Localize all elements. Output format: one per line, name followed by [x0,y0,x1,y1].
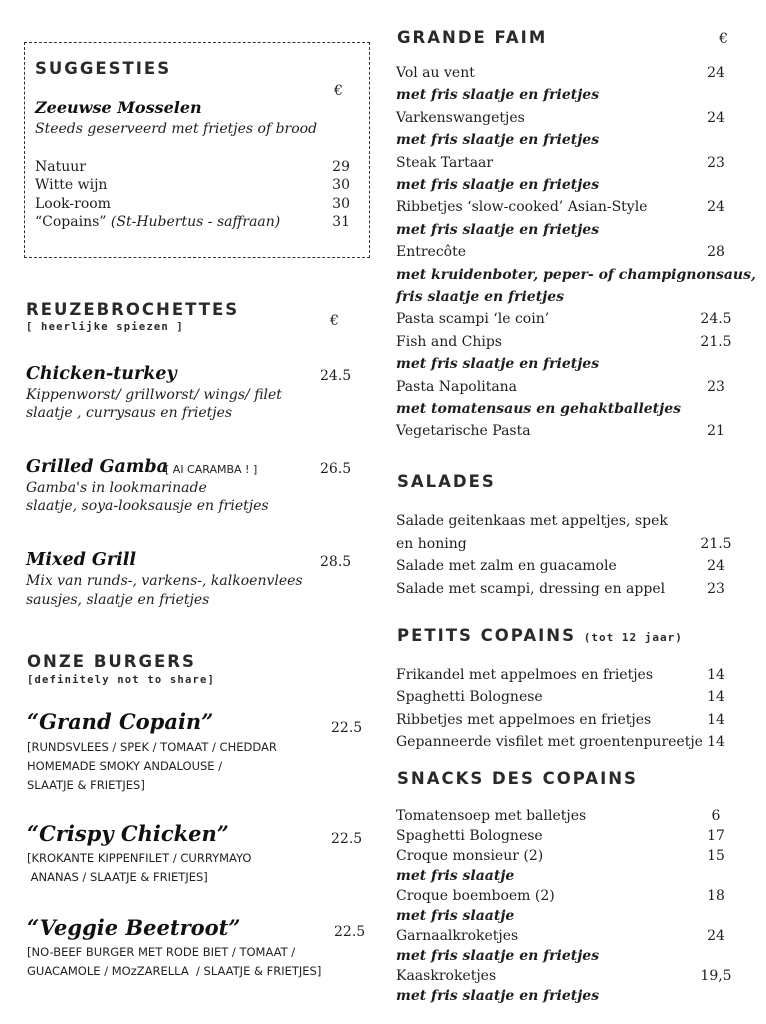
currency-symbol: € [330,313,339,329]
petits-copains-title-text: PETITS COPAINS [397,626,576,645]
menu-item-note [396,265,756,285]
menu-item-label: met fris slaatje en frietjes [396,356,600,373]
burger-name: “Crispy Chicken” [27,821,229,846]
menu-item-label: Pasta scampi ‘le coin’ [396,311,550,328]
menu-item-label: Spaghetti Bolognese [396,689,543,706]
menu-item-price: 6 [711,808,721,824]
menu-item-note [396,130,746,150]
menu-item-price: 23 [707,580,725,597]
menu-item-label: Ribbetjes ‘slow-cooked’ Asian-Style [396,199,648,216]
menu-item-label: Pasta Napolitana [396,378,518,395]
menu-item-label: met fris slaatje en frietjes [396,221,600,238]
menu-item [396,534,746,554]
burger-description: SLAATJE & FRIETJES] [27,778,145,792]
menu-item-label [35,213,280,231]
burger-description: GUACAMOLE / MOzZARELLA / SLAATJE & FRIETJES] [27,964,322,978]
menu-item-label: met fris slaatje [396,868,515,884]
menu-item-price: 14 [707,711,725,728]
menu-item-note: (St-Hubertus - saffraan) [110,214,281,230]
menu-item-note [396,354,746,374]
menu-item-label: Ribbetjes met appelmoes en frietjes [396,711,652,728]
menu-item-price: 21.5 [700,535,732,552]
menu-item-label: met fris slaatje en frietjes [396,87,600,104]
burger-description: [RUNDSVLEES / SPEK / TOMAAT / CHEDDAR [27,740,277,754]
menu-item-note [396,399,746,419]
menu-item [396,926,746,946]
menu-item-label: met fris slaatje en frietjes [396,132,600,149]
menu-item-label: Varkenswangetjes [396,109,525,126]
dish-description: Steeds geserveerd met frietjes of brood [35,121,318,137]
menu-item-label: met fris slaatje en frietjes [396,177,600,193]
menu-item-note [396,220,746,240]
menu-item [396,710,746,730]
dish-description: Gamba's in lookmarinade [26,480,207,496]
dish-price: 24.5 [320,368,352,384]
menu-item-label: met fris slaatje [396,908,515,924]
petits-copains-title [397,626,683,645]
menu-item-price: 24 [707,109,725,126]
menu-item-price: 17 [707,828,725,844]
menu-item-label: Salade met zalm en guacamole [396,558,617,575]
menu-item [396,63,746,83]
burger-description: [NO-BEEF BURGER MET RODE BIET / TOMAAT / [27,945,296,959]
menu-item [396,826,746,846]
menu-item [396,421,746,441]
burger-name: “Grand Copain” [27,709,214,734]
burger-price: 22.5 [331,720,363,736]
menu-item-label: Gepanneerde visfilet met groentenpureetje [396,734,703,751]
menu-item [396,846,746,866]
menu-item-label: Vol au vent [396,65,475,81]
dish-description: slaatje, soya-looksausje en frietjes [26,498,269,514]
menu-item-price: 24 [707,928,725,944]
menu-item [396,511,746,531]
dish-description: Kippenworst/ grillworst/ wings/ filet [26,387,282,403]
currency-symbol: € [719,31,728,47]
dish-price: 28.5 [320,554,352,570]
dish-tag: [ AI CARAMBA ! ] [165,463,258,476]
menu-item-note [396,946,746,966]
menu-item-label: Kaaskroketjes [396,968,497,984]
menu-item-price: 18 [707,888,725,904]
menu-item [396,966,746,986]
menu-item [396,242,746,262]
dish-description: slaatje , currysaus en frietjes [26,405,233,421]
menu-item-label: fris slaatje en frietjes [396,289,565,305]
menu-item-price: 24 [707,558,725,575]
menu-item-label: Witte wijn [35,177,108,193]
menu-item-label: Spaghetti Bolognese [396,828,543,844]
menu-item-label: met kruidenboter, peper- of champignonsaus, [396,266,756,283]
menu-item-price: 24 [707,199,725,216]
grande-faim-title: GRANDE FAIM [397,28,548,47]
menu-item-note [396,906,746,926]
menu-item-label: en honing [396,535,467,552]
menu-item-note [396,85,746,105]
menu-item-label: Croque boemboem (2) [396,888,555,904]
menu-item [396,665,746,685]
menu-item [396,556,746,576]
burger-price: 22.5 [334,924,366,940]
menu-item-price: 21.5 [700,333,732,350]
menu-item [396,732,746,752]
menu-item-price: 14 [707,734,725,751]
burger-description: [KROKANTE KIPPENFILET / CURRYMAYO [27,851,252,865]
menu-item-price: 15 [707,848,725,864]
dish-description: sausjes, slaatje en frietjes [26,592,210,608]
menu-item [396,197,746,217]
menu-item-label-main: “Copains” [35,214,107,230]
menu-item-note [396,866,746,886]
dish-name: Mixed Grill [26,550,137,570]
currency-symbol: € [334,83,343,99]
burgers-title: ONZE BURGERS [27,652,196,671]
dish-price: 26.5 [320,461,352,477]
burger-price: 22.5 [331,831,363,847]
menu-item-price: 14 [707,667,725,683]
salades-title: SALADES [397,472,496,491]
menu-item-label: Natuur [35,159,86,175]
menu-item-price: 23 [707,378,725,395]
menu-item [396,108,746,128]
brochettes-subtitle: [ heerlijke spiezen ] [26,321,184,333]
menu-item-label: met tomatensaus en gehaktballetjes [396,401,681,417]
menu-item-price: 30 [332,196,350,212]
menu-item [396,687,746,707]
snacks-title: SNACKS DES COPAINS [397,769,638,788]
menu-item-note [396,287,746,307]
menu-item-price: 23 [707,154,725,171]
menu-item [396,332,746,352]
petits-copains-subtitle: (tot 12 jaar) [583,631,683,644]
menu-item-price: 31 [332,214,350,230]
brochettes-title: REUZEBROCHETTES [26,300,240,319]
burger-name: “Veggie Beetroot” [27,915,241,940]
menu-item-label: Frikandel met appelmoes en frietjes [396,667,654,683]
menu-item-price: 14 [707,689,725,706]
menu-item-label: Steak Tartaar [396,154,494,171]
burgers-subtitle: [definitely not to share] [27,674,216,686]
burger-description: ANANAS / SLAATJE & FRIETJES] [27,870,208,884]
dish-name: Grilled Gamba [26,457,168,477]
menu-item-price: 19,5 [700,968,732,984]
suggesties-title: SUGGESTIES [35,59,172,78]
burger-description: HOMEMADE SMOKY ANDALOUSE / [27,759,223,773]
menu-item-label: Look-room [35,196,111,212]
menu-item-label: Salade met scampi, dressing en appel [396,580,666,597]
menu-item-price: 24.5 [700,311,732,328]
menu-item-label: Garnaalkroketjes [396,928,519,944]
menu-item [396,153,746,173]
menu-item-label: Tomatensoep met balletjes [396,808,587,824]
menu-item-label: met fris slaatje en frietjes [396,948,600,964]
menu-item-price: 24 [707,65,725,81]
dish-name: Chicken-turkey [26,364,177,384]
menu-item-price: 29 [332,159,350,175]
menu-item-note [396,175,746,195]
menu-item-price: 28 [707,244,725,261]
menu-item-note [396,986,746,1006]
menu-item [396,377,746,397]
dish-description: Mix van runds-, varkens-, kalkoenvlees [26,573,303,589]
dish-name: Zeeuwse Mosselen [35,98,202,117]
menu-item [396,806,746,826]
menu-item-label: Croque monsieur (2) [396,848,544,864]
menu-item-label: Salade geitenkaas met appeltjes, spek [396,513,668,529]
menu-item [396,579,746,599]
menu-item [396,309,746,329]
menu-item-label: met fris slaatje en frietjes [396,988,600,1004]
menu-item-label: Vegetarische Pasta [396,423,531,440]
menu-item-label: Fish and Chips [396,333,502,350]
menu-item-price: 30 [332,177,350,193]
menu-item-label: Entrecôte [396,244,467,261]
menu-item [396,886,746,906]
menu-item-price: 21 [707,423,725,440]
